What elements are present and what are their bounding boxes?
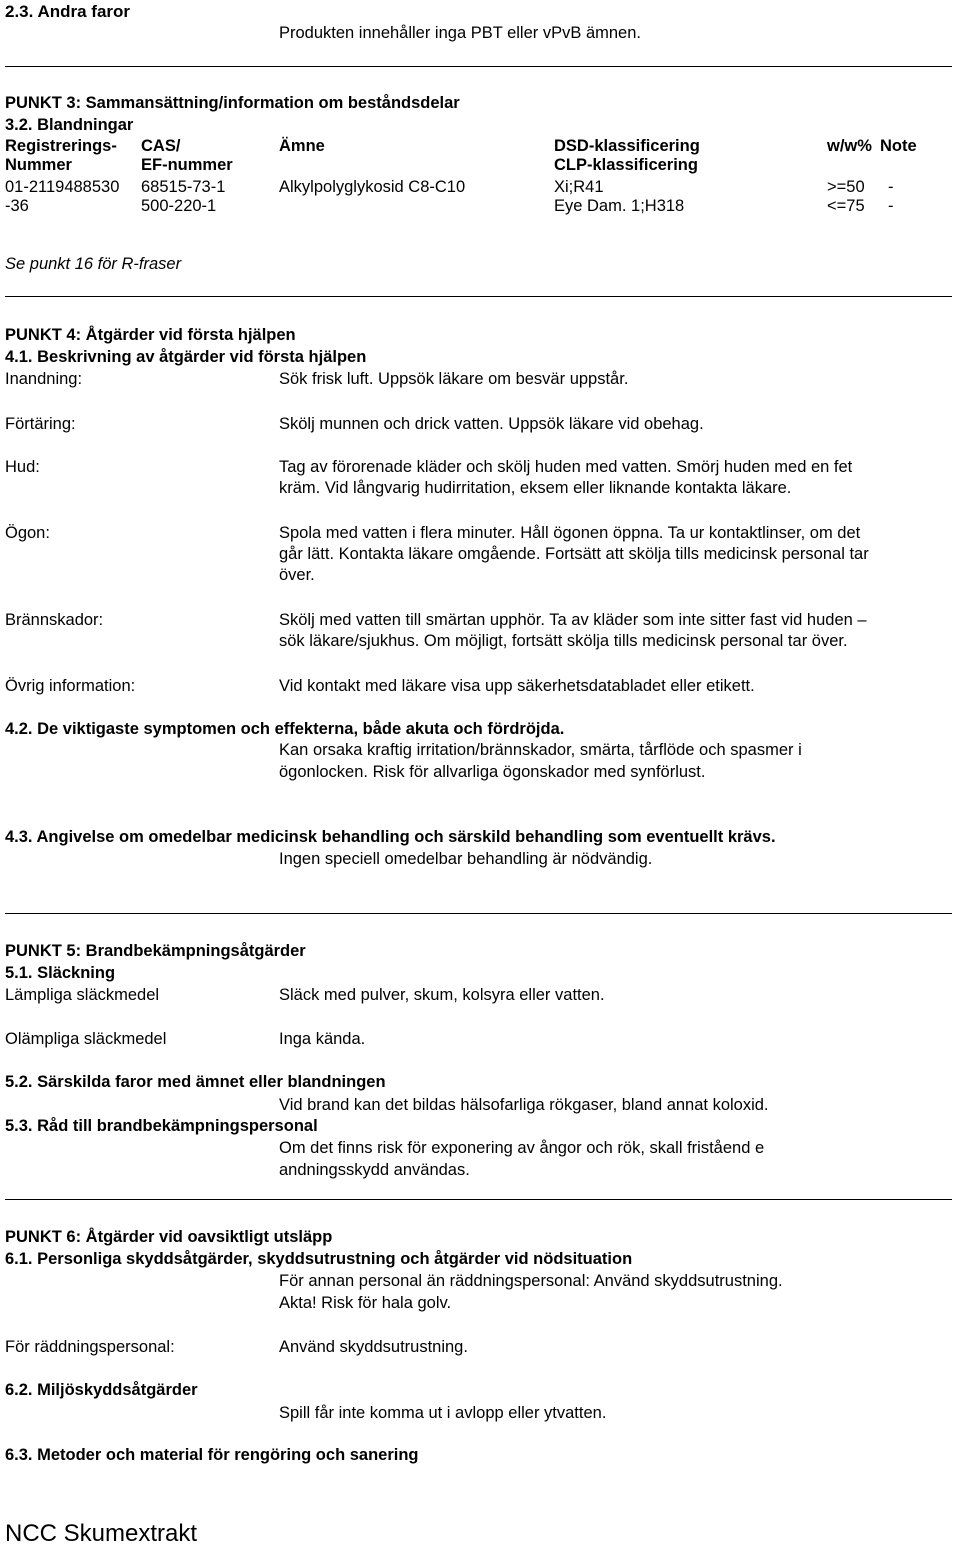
section-4-2-line-1: Kan orsaka kraftig irritation/brännskador, smärta, tårflöde och spasmer i: [279, 741, 802, 759]
table-cell-cas: 68515-73-1: [141, 178, 226, 196]
text-burns-line-2: sök läkare/sjukhus. Om möjligt, fortsätt skölja tills medicinsk personal tar över.: [279, 632, 848, 650]
table-cell-substance: Alkylpolyglykosid C8-C10: [279, 178, 466, 196]
table-cell-class: Xi;R41: [554, 178, 604, 196]
section-5-2-heading: 5.2. Särskilda faror med ämnet eller blandningen: [5, 1073, 386, 1091]
label-inhalation: Inandning:: [5, 370, 83, 388]
section-5-3-line-2: andningsskydd användas.: [279, 1161, 470, 1179]
col-header-reg-1: Registrerings-: [5, 137, 117, 155]
section-4-3-text: Ingen speciell omedelbar behandling är nödvändig.: [279, 850, 653, 868]
col-header-class-2: CLP-klassificering: [554, 156, 698, 174]
divider: [5, 66, 952, 67]
label-skin: Hud:: [5, 458, 40, 476]
table-cell-reg: -36: [5, 197, 29, 215]
table-cell-reg: 01-2119488530: [5, 178, 120, 196]
col-header-reg-2: Nummer: [5, 156, 72, 174]
section-5-1-heading: 5.1. Släckning: [5, 964, 116, 982]
text-burns-line-1: Skölj med vatten till smärtan upphör. Ta av kläder som inte sitter fast vid huden –: [279, 611, 867, 629]
label-eyes: Ögon:: [5, 524, 50, 542]
text-rescue-personnel: Använd skyddsutrustning.: [279, 1338, 468, 1356]
text-other-info: Vid kontakt med läkare visa upp säkerhetsdatabladet eller etikett.: [279, 677, 755, 695]
section-6-3-heading: 6.3. Metoder och material för rengöring och sanering: [5, 1446, 419, 1464]
section-6-heading: PUNKT 6: Åtgärder vid oavsiktligt utsläpp: [5, 1228, 333, 1246]
table-cell-note: -: [888, 197, 894, 215]
text-ingestion: Skölj munnen och drick vatten. Uppsök läkare vid obehag.: [279, 415, 704, 433]
section-6-2-text: Spill får inte komma ut i avlopp eller ytvatten.: [279, 1404, 607, 1422]
col-header-cas-1: CAS/: [141, 137, 181, 155]
section-6-2-heading: 6.2. Miljöskyddsåtgärder: [5, 1381, 198, 1399]
label-ingestion: Förtäring:: [5, 415, 76, 433]
table-cell-note: -: [888, 178, 894, 196]
table-cell-class: Eye Dam. 1;H318: [554, 197, 685, 215]
section-4-2-heading: 4.2. De viktigaste symptomen och effekterna, både akuta och fördröjda.: [5, 720, 565, 738]
text-eyes-line-2: går lätt. Kontakta läkare omgående. Fortsätt att skölja tills medicinsk personal tar: [279, 545, 869, 563]
divider: [5, 913, 952, 914]
section-4-2-line-2: ögonlocken. Risk för allvarliga ögonskador med synförlust.: [279, 763, 706, 781]
section-5-heading: PUNKT 5: Brandbekämpningsåtgärder: [5, 942, 306, 960]
section-4-1-heading: 4.1. Beskrivning av åtgärder vid första hjälpen: [5, 348, 367, 366]
text-eyes-line-3: över.: [279, 566, 315, 584]
col-header-substance: Ämne: [279, 137, 325, 155]
table-cell-ww: >=50: [827, 178, 865, 196]
table-cell-cas: 500-220-1: [141, 197, 217, 215]
text-unsuitable-media: Inga kända.: [279, 1030, 366, 1048]
section-4-heading: PUNKT 4: Åtgärder vid första hjälpen: [5, 326, 296, 344]
section-6-1-heading: 6.1. Personliga skyddsåtgärder, skyddsutrustning och åtgärder vid nödsituation: [5, 1250, 633, 1268]
label-other-info: Övrig information:: [5, 677, 136, 695]
divider: [5, 1199, 952, 1200]
col-header-class-1: DSD-klassificering: [554, 137, 700, 155]
footer-product-name: NCC Skumextrakt: [5, 1520, 198, 1547]
section-5-3-heading: 5.3. Råd till brandbekämpningspersonal: [5, 1117, 318, 1135]
section-6-1-line-2: Akta! Risk för hala golv.: [279, 1294, 452, 1312]
r-phrases-note: Se punkt 16 för R-fraser: [5, 255, 182, 273]
label-suitable-media: Lämpliga släckmedel: [5, 986, 160, 1004]
label-rescue-personnel: För räddningspersonal:: [5, 1338, 175, 1356]
section-4-3-heading: 4.3. Angivelse om omedelbar medicinsk behandling och särskild behandling som eventuellt krävs.: [5, 828, 776, 846]
section-6-1-line-1: För annan personal än räddningspersonal: Använd skyddsutrustning.: [279, 1272, 783, 1290]
label-burns: Brännskador:: [5, 611, 104, 629]
text-suitable-media: Släck med pulver, skum, kolsyra eller vatten.: [279, 986, 605, 1004]
table-cell-ww: <=75: [827, 197, 865, 215]
text-eyes-line-1: Spola med vatten i flera minuter. Håll ögonen öppna. Ta ur kontaktlinser, om det: [279, 524, 861, 542]
text-skin-line-1: Tag av förorenade kläder och skölj huden med vatten. Smörj huden med en fet: [279, 458, 853, 476]
section-5-3-line-1: Om det finns risk för exponering av ångor och rök, skall friståend e: [279, 1139, 765, 1157]
section-2-3-heading: 2.3. Andra faror: [5, 2, 131, 21]
col-header-ww: w/w%: [827, 137, 872, 155]
label-unsuitable-media: Olämpliga släckmedel: [5, 1030, 167, 1048]
divider: [5, 296, 952, 297]
text-inhalation: Sök frisk luft. Uppsök läkare om besvär uppstår.: [279, 370, 629, 388]
text-skin-line-2: kräm. Vid långvarig hudirritation, eksem eller liknande kontakta läkare.: [279, 479, 792, 497]
col-header-cas-2: EF-nummer: [141, 156, 233, 174]
section-2-3-text: Produkten innehåller inga PBT eller vPvB ämnen.: [279, 24, 641, 42]
col-header-note: Note: [880, 137, 917, 155]
section-3-heading: PUNKT 3: Sammansättning/information om beståndsdelar: [5, 94, 460, 112]
section-5-2-text: Vid brand kan det bildas hälsofarliga rökgaser, bland annat koloxid.: [279, 1096, 769, 1114]
section-3-2-heading: 3.2. Blandningar: [5, 116, 134, 134]
